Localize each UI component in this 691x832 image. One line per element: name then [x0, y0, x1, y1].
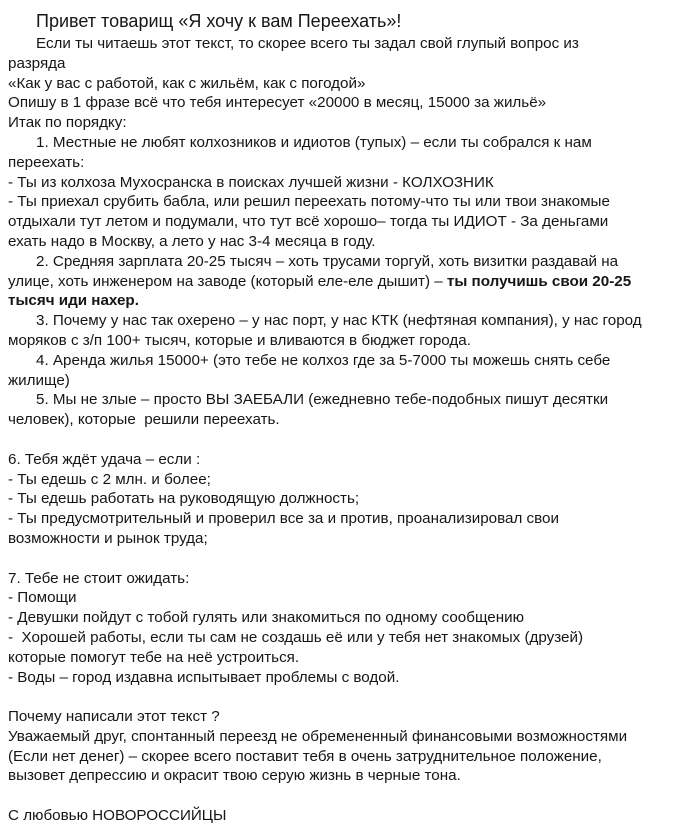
text-line	[8, 569, 685, 589]
text-line	[8, 173, 685, 193]
text-segment: - Хорошей работы, если ты сам не создашь её или у тебя нет знакомых (друзей)	[8, 628, 584, 646]
text-segment: которые помогут тебе на неё устроиться.	[8, 648, 300, 666]
text-line	[8, 509, 685, 529]
text-line	[8, 766, 685, 786]
text-segment: - Девушки пойдут с тобой гулять или знакомиться по одному сообщению	[8, 609, 524, 627]
text-segment: Почему написали этот текст ?	[8, 708, 220, 726]
text-segment: 4. Аренда жилья 15000+ (это тебе не колхоз где за 5-7000 ты можешь снять себе	[36, 351, 611, 369]
text-segment: отдыхали тут летом и подумали, что тут всё хорошо– тогда ты ИДИОТ - За деньгами	[8, 213, 609, 231]
text-segment: - Ты едешь с 2 млн. и более;	[8, 470, 211, 488]
blank-line	[8, 549, 685, 569]
bold-text-segment: ты получишь свои 20-25	[446, 272, 632, 290]
text-segment: переехать:	[8, 153, 85, 171]
text-segment: - Ты приехал срубить бабла, или решил переехать потому-что ты или твои знакомые	[8, 193, 610, 211]
text-line	[8, 232, 685, 252]
text-line	[8, 727, 685, 747]
text-line	[8, 668, 685, 688]
text-segment: возможности и рынок труда;	[8, 529, 208, 547]
text-segment: Если ты читаешь этот текст, то скорее всего ты задал свой глупый вопрос из	[36, 35, 579, 52]
text-segment: С любовью НОВОРОССИЙЦЫ	[8, 807, 227, 825]
text-segment: 3. Почему у нас так охерено – у нас порт, у нас КТК (нефтяная компания), у нас город	[36, 312, 642, 330]
text-line	[8, 608, 685, 628]
text-line	[8, 311, 685, 331]
text-segment: вызовет депрессию и окрасит твою серую жизнь в черные тона.	[8, 767, 461, 785]
bold-text-segment: тысяч иди нахер.	[8, 292, 139, 310]
text-line	[8, 747, 685, 767]
text-line	[8, 331, 685, 351]
document-body	[8, 8, 685, 826]
text-line	[8, 450, 685, 470]
text-segment: 7. Тебе не стоит ожидать:	[8, 569, 190, 587]
text-segment: - Ты предусмотрительный и проверил все за и против, проанализировал свои	[8, 510, 559, 528]
text-segment: разряда	[8, 54, 66, 72]
text-line	[8, 192, 685, 212]
text-line	[8, 489, 685, 509]
text-segment: ехать надо в Москву, а лето у нас 3-4 месяца в году.	[8, 232, 376, 250]
text-line	[8, 153, 685, 173]
text-line	[8, 707, 685, 727]
text-segment: 5. Мы не злые – просто ВЫ ЗАЕБАЛИ (ежедневно тебе-подобных пишут десятки	[36, 391, 609, 409]
text-segment: - Помощи	[8, 589, 77, 607]
text-line	[8, 648, 685, 668]
text-segment: жилище)	[8, 371, 70, 389]
text-line	[8, 34, 685, 54]
text-segment: Опишу в 1 фразе всё что тебя интересует «20000 в месяц, 15000 за жильё»	[8, 94, 547, 112]
text-line	[8, 529, 685, 549]
text-line	[8, 588, 685, 608]
text-line	[8, 351, 685, 371]
text-line	[8, 390, 685, 410]
text-line	[8, 291, 685, 311]
blank-line	[8, 687, 685, 707]
text-line	[8, 74, 685, 94]
text-line	[8, 113, 685, 133]
text-segment: (Если нет денег) – скорее всего поставит тебя в очень затруднительное положение,	[8, 747, 602, 765]
text-segment: Итак по порядку:	[8, 114, 127, 132]
text-line	[8, 806, 685, 826]
text-segment: улице, хоть инженером на заводе (который еле-еле дышит) –	[8, 272, 447, 290]
text-line	[8, 371, 685, 391]
text-line	[8, 93, 685, 113]
text-segment: человек), которые решили переехать.	[8, 411, 280, 429]
text-segment: 6. Тебя ждёт удача – если :	[8, 450, 201, 468]
blank-line	[8, 786, 685, 806]
text-segment: - Ты едешь работать на руководящую должность;	[8, 490, 360, 508]
text-segment: моряков с з/п 100+ тысяч, которые и вливаются в бюджет города.	[8, 331, 471, 349]
text-line	[8, 272, 685, 292]
text-line	[8, 54, 685, 74]
text-segment: «Как у вас с работой, как с жильём, как с погодой»	[8, 74, 366, 92]
blank-line	[8, 430, 685, 450]
text-line	[8, 410, 685, 430]
text-segment: - Ты из колхоза Мухосранска в поисках лучшей жизни - КОЛХОЗНИК	[8, 173, 494, 191]
text-segment: 2. Средняя зарплата 20-25 тысяч – хоть трусами торгуй, хоть визитки раздавай на	[36, 252, 619, 270]
text-line	[8, 133, 685, 153]
document-title-line	[8, 8, 685, 34]
text-line	[8, 628, 685, 648]
text-line	[8, 252, 685, 272]
text-segment: Привет товарищ «Я хочу к вам Переехать»!	[36, 11, 402, 31]
text-segment: - Воды – город издавна испытывает проблемы с водой.	[8, 668, 400, 686]
text-line	[8, 470, 685, 490]
text-segment: Уважаемый друг, спонтанный переезд не обремененный финансовыми возможностями	[8, 727, 628, 745]
text-line	[8, 212, 685, 232]
text-segment: 1. Местные не любят колхозников и идиотов (тупых) – если ты собрался к нам	[36, 133, 592, 151]
